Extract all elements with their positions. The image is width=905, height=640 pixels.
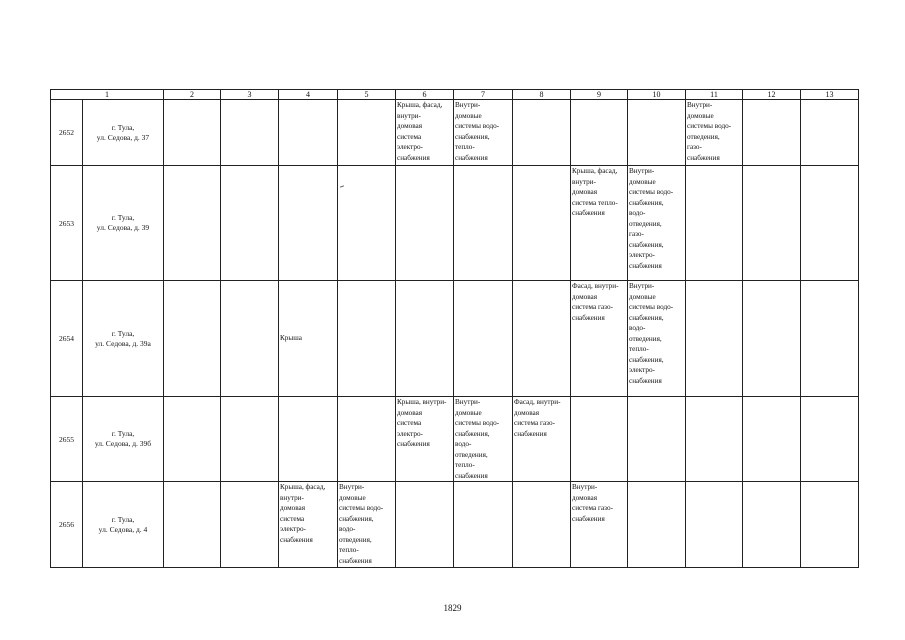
work-cell-col-8 <box>513 100 571 166</box>
work-text-line: системы водо- <box>629 303 674 311</box>
work-text-line: домовая <box>280 504 306 512</box>
address-street: ул. Седова, д. 4 <box>98 524 148 534</box>
work-text-line: система газо- <box>572 504 613 512</box>
work-text-line: водо- <box>629 209 646 217</box>
work-cell-col-9 <box>571 100 628 166</box>
work-cell-col-9 <box>571 281 628 397</box>
address-street: ул. Седова, д. 39 <box>96 223 150 232</box>
work-text-line: внутри- <box>397 111 421 120</box>
work-text-line: Внутри- <box>455 101 481 109</box>
work-text-line: домовые <box>339 493 366 502</box>
address-city: г. Тула, <box>111 429 135 438</box>
table-row <box>51 166 859 281</box>
column-header-1: 1 <box>51 90 164 100</box>
column-header-11: 11 <box>686 90 743 100</box>
work-text-line: система газо- <box>514 419 555 427</box>
work-cell-col-4 <box>279 100 338 166</box>
work-text-line: внутри- <box>572 177 596 186</box>
address-cell <box>83 281 164 397</box>
row-number: 2656 <box>51 482 83 568</box>
work-cell-col-13 <box>801 281 859 397</box>
work-text-line: снабжения <box>455 153 488 162</box>
work-text-line: системы водо- <box>687 122 732 130</box>
column-header-9: 9 <box>571 90 628 100</box>
work-cell-col-5 <box>338 100 396 166</box>
work-text-line: отведения, <box>629 334 662 343</box>
work-text-line: электро- <box>629 251 655 259</box>
work-cell-col-4 <box>279 482 338 568</box>
work-text-line: снабжения, <box>629 198 664 207</box>
work-text-line: домовая <box>397 122 423 130</box>
work-text-line: тепло- <box>455 143 475 151</box>
column-header-13: 13 <box>801 90 859 100</box>
work-text-line: водо- <box>339 525 356 533</box>
table-body <box>51 100 859 568</box>
work-text-line: система <box>397 419 422 427</box>
work-text-line: отведения, <box>455 450 488 459</box>
address-street: ул. Седова, д. 39б <box>94 439 152 448</box>
work-text-line: водо- <box>629 324 646 332</box>
work-text-line: снабжения <box>572 514 605 523</box>
work-text-line: системы водо- <box>455 122 500 130</box>
work-text-line: электро- <box>397 429 423 438</box>
address-street: ул. Седова, д. 39а <box>95 338 151 348</box>
column-header-2: 2 <box>164 90 221 100</box>
register-table <box>50 89 859 568</box>
table-row <box>51 482 859 568</box>
work-cell-col-6 <box>396 100 454 166</box>
work-text-line: домовая <box>514 408 540 417</box>
work-cell-col-6 <box>396 397 454 482</box>
work-text-line: системы водо- <box>455 419 500 427</box>
column-header-7: 7 <box>454 90 513 100</box>
row-number: 2654 <box>51 281 83 397</box>
work-text-line: Внутри- <box>572 483 598 491</box>
work-text-line: снабжения <box>572 209 605 217</box>
work-cell-col-6 <box>396 482 454 568</box>
work-cell-col-7 <box>454 397 513 482</box>
address-cell <box>83 482 164 568</box>
work-text-line: Внутри- <box>687 101 713 109</box>
work-cell-col-2 <box>164 281 221 397</box>
work-text-line: газо- <box>687 143 702 151</box>
work-text-line: Крыша, фасад, <box>397 101 443 109</box>
column-header-10: 10 <box>628 90 686 100</box>
work-cell-col-12 <box>743 166 801 281</box>
work-text-line: снабжения <box>514 429 547 438</box>
work-text-line: Крыша, внутри- <box>397 398 447 406</box>
work-cell-col-3 <box>221 166 279 281</box>
work-cell-col-7 <box>454 100 513 166</box>
work-cell-col-12 <box>743 397 801 482</box>
work-text-line: отведения, <box>629 219 662 228</box>
work-cell-col-8 <box>513 482 571 568</box>
work-cell-col-9 <box>571 397 628 482</box>
work-cell-col-5 <box>338 482 396 568</box>
work-text-line: снабжения <box>687 153 720 162</box>
work-text-line: Внутри- <box>629 167 655 175</box>
page-number: 1829 <box>443 603 462 613</box>
work-text-line: домовая <box>572 493 598 502</box>
work-text-line: отведения, <box>339 535 372 544</box>
work-text-line: тепло- <box>455 461 475 469</box>
work-cell-col-10 <box>628 281 686 397</box>
work-text-line: домовая <box>572 292 598 301</box>
work-text-line: система тепло- <box>572 198 618 207</box>
address-city: г. Тула, <box>111 328 135 338</box>
row-number: 2652 <box>51 100 83 166</box>
work-cell-col-13 <box>801 166 859 281</box>
work-text-line: отведения, <box>687 132 720 141</box>
work-cell-col-12 <box>743 100 801 166</box>
work-text-line: системы водо- <box>339 504 384 512</box>
work-cell-col-13 <box>801 100 859 166</box>
work-text-line: электро- <box>397 143 423 151</box>
work-text-line: электро- <box>629 366 655 374</box>
address-city: г. Тула, <box>111 514 135 524</box>
work-text-line: водо- <box>455 440 472 448</box>
work-cell-col-3 <box>221 281 279 397</box>
work-text-line: снабжения, <box>455 429 490 438</box>
work-cell-col-2 <box>164 482 221 568</box>
work-text-line: снабжения <box>397 153 430 162</box>
work-text-line: Внутри- <box>629 282 655 290</box>
work-cell-col-10 <box>628 397 686 482</box>
work-text-line: тепло- <box>629 345 649 353</box>
work-text-line: домовая <box>397 408 423 417</box>
work-cell-col-10 <box>628 166 686 281</box>
work-cell-col-4 <box>279 397 338 482</box>
work-text-line: системы водо- <box>629 188 674 196</box>
work-text-line: снабжения, <box>339 514 374 523</box>
work-text-line: снабжения <box>629 261 662 270</box>
column-header-8: 8 <box>513 90 571 100</box>
work-cell-col-9 <box>571 482 628 568</box>
work-cell-col-2 <box>164 397 221 482</box>
work-cell-col-11 <box>686 100 743 166</box>
address-street: ул. Седова, д. 37 <box>96 132 150 142</box>
work-text-line: домовые <box>687 111 714 120</box>
address-cell <box>83 100 164 166</box>
address-city: г. Тула, <box>111 122 135 132</box>
work-cell-col-5 <box>338 166 396 281</box>
work-cell-col-11 <box>686 281 743 397</box>
work-cell-col-9 <box>571 166 628 281</box>
work-text-line: домовая <box>572 188 598 196</box>
row-number: 2653 <box>51 166 83 281</box>
work-text-line: снабжения <box>397 440 430 448</box>
work-cell-col-13 <box>801 482 859 568</box>
work-text-line: Фасад, внутри- <box>514 398 561 406</box>
address-cell <box>83 166 164 281</box>
column-header-6: 6 <box>396 90 454 100</box>
work-text-line: Крыша, фасад, <box>280 483 326 491</box>
work-cell-col-12 <box>743 281 801 397</box>
column-header-3: 3 <box>221 90 279 100</box>
column-header-5: 5 <box>338 90 396 100</box>
work-cell-col-7 <box>454 166 513 281</box>
work-cell-col-8 <box>513 397 571 482</box>
work-cell-col-12 <box>743 482 801 568</box>
address-city: г. Тула, <box>111 213 135 222</box>
work-cell-col-10 <box>628 100 686 166</box>
work-cell-col-2 <box>164 166 221 281</box>
work-text-line: снабжения <box>280 535 313 544</box>
work-cell-col-11 <box>686 397 743 482</box>
work-cell-col-7 <box>454 482 513 568</box>
work-cell-col-11 <box>686 482 743 568</box>
column-number-row <box>51 90 859 100</box>
work-text-line: Внутри- <box>455 398 481 406</box>
table-row <box>51 397 859 482</box>
row-number: 2655 <box>51 397 83 482</box>
work-text-line: система <box>280 514 305 523</box>
work-text-line: Крыша <box>280 334 302 343</box>
work-cell-col-3 <box>221 100 279 166</box>
work-cell-col-5 <box>338 281 396 397</box>
work-text-line: электро- <box>280 525 306 533</box>
work-cell-col-4 <box>279 166 338 281</box>
table-row <box>51 281 859 397</box>
column-header-12: 12 <box>743 90 801 100</box>
work-cell-col-13 <box>801 397 859 482</box>
work-text-line: газо- <box>629 230 644 238</box>
work-text-line: домовые <box>629 177 656 186</box>
work-text-line: снабжения <box>455 471 488 480</box>
work-text-line: снабжения, <box>629 313 664 322</box>
work-text-line: Крыша, фасад, <box>572 167 618 175</box>
work-text-line: домовые <box>455 408 482 417</box>
work-text-line: домовые <box>455 111 482 120</box>
work-cell-col-3 <box>221 397 279 482</box>
work-cell-col-3 <box>221 482 279 568</box>
work-text-line: система <box>397 132 422 141</box>
work-text-line: система газо- <box>572 303 613 311</box>
work-cell-col-7 <box>454 281 513 397</box>
work-text-line: Фасад, внутри- <box>572 282 619 290</box>
work-cell-col-6 <box>396 166 454 281</box>
work-text-line: снабжения, <box>629 240 664 249</box>
work-cell-col-8 <box>513 166 571 281</box>
work-text-line: Внутри- <box>339 483 365 491</box>
work-cell-col-8 <box>513 281 571 397</box>
column-header-4: 4 <box>279 90 338 100</box>
work-text-line: тепло- <box>339 546 359 554</box>
work-text-line: внутри- <box>280 493 304 502</box>
work-text-line: снабжения <box>629 376 662 385</box>
work-cell-col-6 <box>396 281 454 397</box>
work-text-line: снабжения, <box>455 132 490 141</box>
work-cell-col-5 <box>338 397 396 482</box>
work-cell-col-2 <box>164 100 221 166</box>
work-text-line: домовые <box>629 292 656 301</box>
work-cell-col-10 <box>628 482 686 568</box>
work-cell-col-4 <box>279 281 338 397</box>
work-text-line: снабжения <box>572 313 605 322</box>
table-row <box>51 100 859 166</box>
address-cell <box>83 397 164 482</box>
work-cell-col-11 <box>686 166 743 281</box>
work-text-line: снабжения, <box>629 355 664 364</box>
work-text-line: снабжения <box>339 556 372 565</box>
